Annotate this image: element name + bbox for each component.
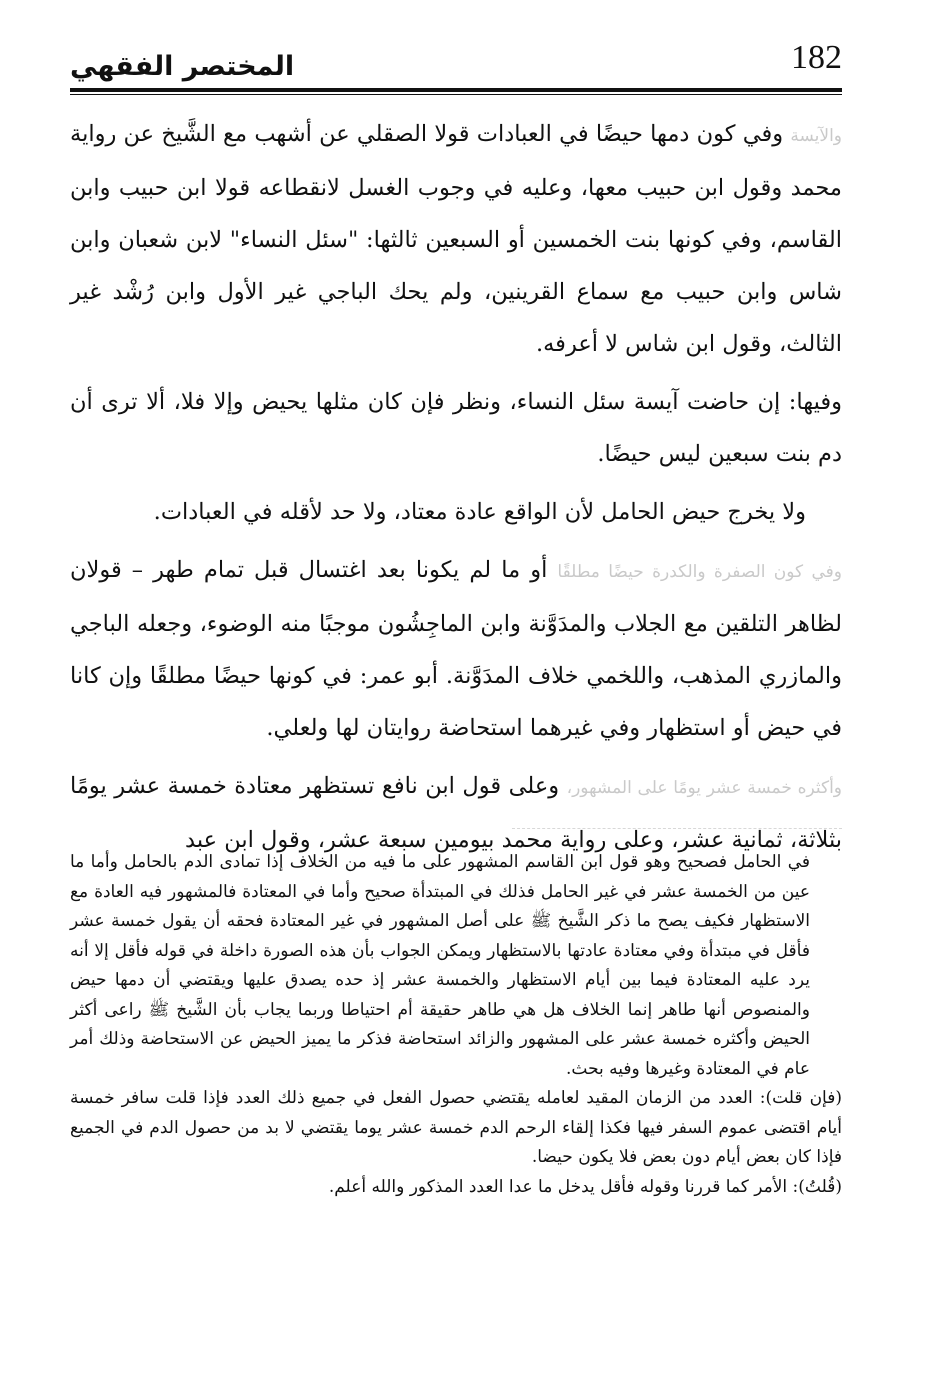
footnotes [70,848,842,1202]
faded-lead-text: وفي كون الصفرة والكدرة حيضًا مطلقًا [557,562,842,582]
faded-lead-text: وأكثره خمسة عشر يومًا على المشهور، [566,778,843,798]
paragraph-text: وعلى قول ابن نافع تستظهر معتادة خمسة عشر يومًا بثلاثة، ثمانية عشر، وعلى رواية محمد بيومين سبعة عشر، وقول ابن عبد [70,773,842,853]
paragraph-text: وفيها: إن حاضت آيسة سئل النساء، ونظر فإن كان مثلها يحيض وإلا فلا، ألا ترى أن دم بنت سبعين ليس حيضًا. [70,389,842,467]
main-text [70,108,842,872]
main-paragraph [70,108,842,370]
page-number: 182 [791,39,842,76]
footnote-paragraph: (قُلتُ): الأمر كما قررنا وقوله فأقل يدخل ما عدا العدد المذكور والله أعلم. [328,1176,842,1197]
footnote-paragraph: في الحامل فصحيح وهو قول ابن القاسم المشهور على ما فيه من الخلاف إذا تمادى الدم بالحامل وأما ما عين من الخمسة عشر في غير الحامل فذلك في المبتدأة صحيح وأما في المعتادة فالمشهور فيه العادة مع الاستظهار فكيف يصح ما ذكر الشَّيخ ﷺ على أصل المشهور في غير المعتادة فحقه أن يقول خمسة عشر فأقل في مبتدأة وفي معتادة عادتها بالاستظهار ويمكن الجواب بأن هذه الصورة داخلة في قوله فأقل إلا أنه يرد عليه المعتادة فيما بين أيام الاستظهار والخمسة عشر إذ حده يصدق عليها ويقتضي أن دمها حيض والمنصوص أنها طاهر إنما الخلاف هل هي طاهر حقيقة أم احتياطا وربما يجاب بأن الشَّيخ ﷺ راعى أكثر الحيض وأكثره خمسة عشر على المشهور والزائد استحاضة فذكر ما يميز الحيض عن الاستحاضة وذلك أمر عام في المعتادة وغيرها وفيه بحث. [70,852,811,1079]
main-paragraph [70,544,842,754]
footnote-separator [512,828,842,829]
page-header [70,22,842,90]
paragraph-text: وفي كون دمها حيضًا في العبادات قولا الصقلي عن أشهب مع الشَّيخ عن رواية محمد وقول ابن حبيب معها، وعليه في وجوب الغسل لانقطاعه قولا ابن حبيب وابن القاسم، وفي كونها بنت الخمسين أو السبعين ثالثها: "سئل النساء" لابن شعبان وابن شاس وابن حبيب مع سماع القرينين، ولم يحك الباجي غير الأول وابن رُشْد غير الثالث، وقول ابن شاس لا أعرفه. [70,121,842,357]
main-paragraph [70,376,842,480]
main-paragraph [70,486,842,538]
footnote-paragraph: (فإن قلت): العدد من الزمان المقيد لعامله يقتضي حصول الفعل في جميع ذلك العدد فإذا قلت سافر خمسة أيام اقتضى عموم السفر فيها فكذا إلقاء الرحم الدم خمسة عشر يوما يقتضي لا بد من حصول الدم في الجميع فإذا كان بعض أيام دون بعض فلا يكون حيضا. [70,1088,842,1167]
paragraph-text: ولا يخرج حيض الحامل لأن الواقع عادة معتاد، ولا حد لأقله في العبادات. [153,499,806,525]
faded-lead-text: والآيسة [790,126,842,146]
running-title: المختصر الفقهي [70,51,295,82]
paragraph-text: أو ما لم يكونا بعد اغتسال قبل تمام طهر – قولان لظاهر التلقين مع الجلاب والمدَوَّنة وابن الماجِشُون موجبًا منه الوضوء، وجعله الباجي والمازري المذهب، واللخمي خلاف المدَوَّنة. أبو عمر: في كونها حيضًا مطلقًا وإن كانا في حيض أو استظهار وفي غيرهما استحاضة روايتان لها ولعلي. [70,557,842,741]
header-rule [70,88,842,95]
